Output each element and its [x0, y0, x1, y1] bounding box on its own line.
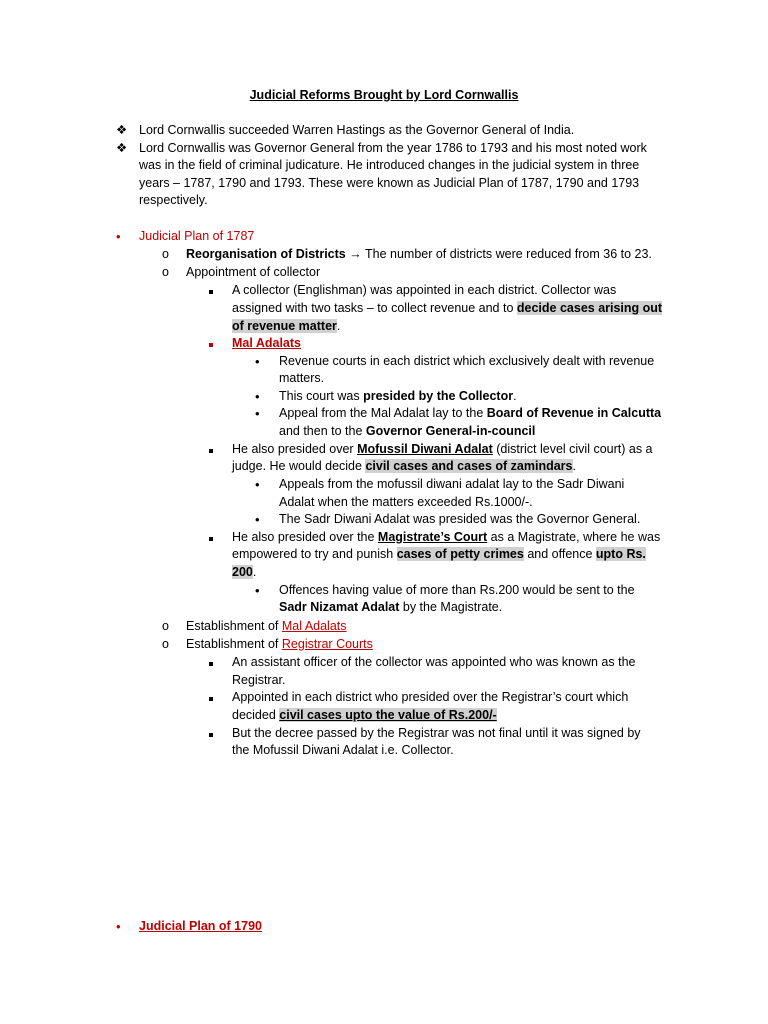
appeal-line-2: and then to the Governor General-in-council: [279, 424, 536, 438]
square-bullet-icon: [209, 335, 213, 353]
appeal-line-1: Appeal from the Mal Adalat lay to the Board of Revenue in Calcutta: [279, 406, 662, 420]
appointment-line: Appointment of collector: [186, 265, 321, 279]
plan-1787-heading: Judicial Plan of 1787: [139, 229, 255, 243]
intro-line-5: respectively.: [139, 193, 208, 207]
square-bullet-icon: [209, 441, 213, 459]
disc-bullet-icon: •: [255, 477, 260, 492]
decree-line-1: But the decree passed by the Registrar was not final until it was signed by: [232, 726, 641, 740]
red-disc-bullet-icon: •: [116, 919, 121, 934]
circle-bullet-icon: o: [162, 247, 169, 261]
square-bullet-icon: [209, 282, 213, 300]
collector-line-1: A collector (Englishman) was appointed in each district. Collector was: [232, 283, 617, 297]
square-bullet-icon: [209, 654, 213, 672]
disc-bullet-icon: •: [255, 583, 260, 598]
disc-bullet-icon: •: [255, 389, 260, 404]
appeals-line-2: Adalat when the matters exceeded Rs.1000/-.: [279, 495, 533, 509]
mofussil-line-1: He also presided over Mofussil Diwani Adalat (district level civil court) as a: [232, 442, 653, 456]
red-disc-bullet-icon: •: [116, 229, 121, 244]
magistrate-line-1: He also presided over the Magistrate’s Court as a Magistrate, where he was: [232, 530, 661, 544]
establishment-mal-line: Establishment of Mal Adalats: [186, 619, 347, 633]
collector-line-2: assigned with two tasks – to collect revenue and to decide cases arising out: [232, 301, 663, 315]
disc-bullet-icon: •: [255, 512, 260, 527]
sadr-line: The Sadr Diwani Adalat was presided was the Governor General.: [279, 512, 641, 526]
square-bullet-icon: [209, 689, 213, 707]
decree-line-2: the Mofussil Diwani Adalat i.e. Collector.: [232, 743, 454, 757]
appeals-line-1: Appeals from the mofussil diwani adalat lay to the Sadr Diwani: [279, 477, 625, 491]
intro-line-1: Lord Cornwallis succeeded Warren Hastings as the Governor General of India.: [139, 123, 575, 137]
disc-bullet-icon: •: [255, 406, 260, 421]
registrar-line-2: Registrar.: [232, 673, 286, 687]
square-bullet-icon: [209, 725, 213, 743]
magistrate-line-2: empowered to try and punish cases of petty crimes and offence upto Rs.: [232, 547, 646, 561]
document-title: Judicial Reforms Brought by Lord Cornwallis: [249, 88, 519, 102]
registrar-line-1: An assistant officer of the collector was appointed who was known as the: [232, 655, 636, 669]
diamond-bullet-icon: ❖: [116, 123, 128, 137]
revenue-line-1: Revenue courts in each district which exclusively dealt with revenue: [279, 354, 655, 368]
disc-bullet-icon: •: [255, 354, 260, 369]
registrar-appointed-line-2: decided civil cases upto the value of Rs.200/-: [232, 708, 497, 722]
intro-line-2: Lord Cornwallis was Governor General from the year 1786 to 1793 and his most noted work: [139, 141, 647, 155]
reorganisation-line: Reorganisation of Districts → The number of districts were reduced from 36 to 23.: [186, 247, 652, 261]
presided-line: This court was presided by the Collector.: [279, 389, 517, 403]
mofussil-line-2: judge. He would decide civil cases and cases of zamindars.: [232, 459, 576, 473]
revenue-line-2: matters.: [279, 371, 325, 385]
offences-line-1: Offences having value of more than Rs.200 would be sent to the: [279, 583, 635, 597]
intro-line-4: years – 1787, 1790 and 1793. These were known as Judicial Plan of 1787, 1790 and 1793: [139, 176, 640, 190]
intro-line-3: was in the field of criminal judicature. He introduced changes in the judicial system in three: [139, 158, 640, 172]
diamond-bullet-icon: ❖: [116, 141, 128, 155]
offences-line-2: Sadr Nizamat Adalat by the Magistrate.: [279, 600, 503, 614]
circle-bullet-icon: o: [162, 619, 169, 633]
mal-adalats-heading: Mal Adalats: [232, 336, 302, 350]
circle-bullet-icon: o: [162, 637, 169, 651]
registrar-appointed-line-1: Appointed in each district who presided over the Registrar’s court which: [232, 690, 629, 704]
collector-line-3: of revenue matter.: [232, 319, 341, 333]
square-bullet-icon: [209, 529, 213, 547]
magistrate-line-3: 200.: [232, 565, 257, 579]
plan-1790-heading: Judicial Plan of 1790: [139, 919, 262, 933]
circle-bullet-icon: o: [162, 265, 169, 279]
establishment-registrar-line: Establishment of Registrar Courts: [186, 637, 373, 651]
